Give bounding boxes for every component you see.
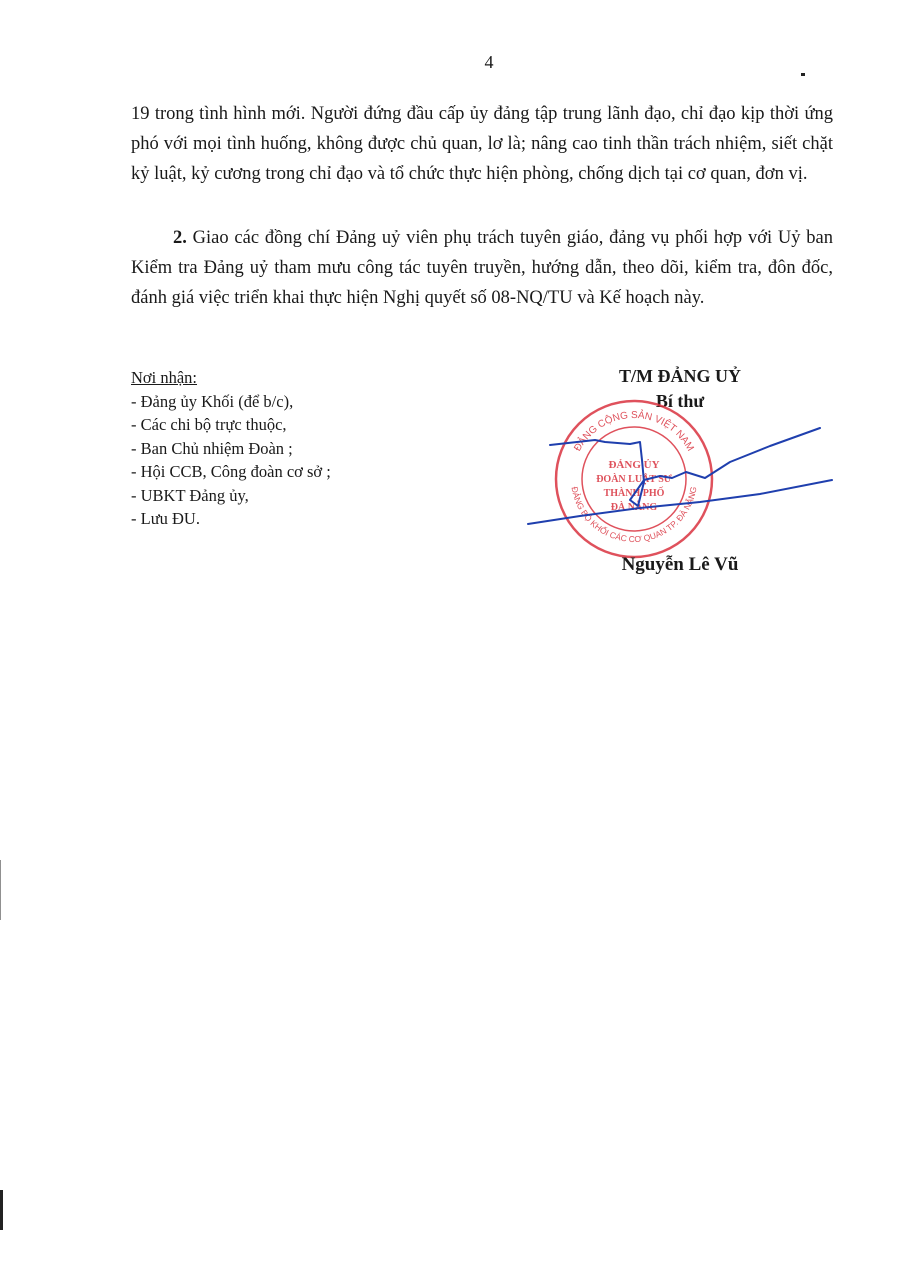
seal-line-4: ĐÀ NẴNG xyxy=(610,502,658,513)
recipient-item: - Hội CCB, Công đoàn cơ sở ; xyxy=(131,462,331,481)
recipient-item: - Ban Chủ nhiệm Đoàn ; xyxy=(131,438,293,458)
scan-speck xyxy=(801,73,805,76)
paragraph-2-text: Giao các đồng chí Đảng uỷ viên phụ trách tuyên giáo, đảng vụ phối hợp với Uỷ ban Kiểm tra Đảng uỷ tham mưu công tác tuyên truyền, hướng dẫn, theo dõi, kiểm tra, đôn đốc, đánh giá việc triển khai thực hiện Nghị quyết số 08-NQ/TU và Kế hoạch này. xyxy=(131,228,833,308)
recipient-item: - Các chi bộ trực thuộc, xyxy=(131,415,287,434)
paragraph-continuation: 19 trong tình hình mới. Người đứng đầu cấp ủy đảng tập trung lãnh đạo, chỉ đạo kịp thời ứng phó với mọi tình huống, không được chủ quan, lơ là; nâng cao tinh thần trách nhiệm, siết chặt kỷ luật, kỷ cương trong chỉ đạo và tổ chức thực hiện phòng, chống dịch tại cơ quan, đơn vị. xyxy=(131,104,833,184)
recipient-item: - Lưu ĐU. xyxy=(131,509,200,528)
seal-line-3: THÀNH PHỐ xyxy=(603,488,665,499)
page-number: 4 xyxy=(484,52,494,72)
signer-role: T/M ĐẢNG UỶ xyxy=(619,366,741,386)
paragraph-2-number: 2. xyxy=(173,228,187,248)
paragraph-2 xyxy=(131,223,833,313)
scan-edge-mark xyxy=(0,1190,3,1230)
signer-title: Bí thư xyxy=(655,391,705,411)
seal-line-1: ĐẢNG ỦY xyxy=(608,459,660,471)
recipients-list xyxy=(131,390,331,531)
recipient-item: - UBKT Đảng ủy, xyxy=(131,485,249,505)
seal-line-2: ĐOÀN LUẬT SƯ xyxy=(596,474,672,485)
recipients-block xyxy=(131,366,331,531)
scan-edge-mark xyxy=(0,860,1,920)
recipients-title: Nơi nhận: xyxy=(131,368,198,387)
signer-name: Nguyễn Lê Vũ xyxy=(621,554,739,575)
seal-outer-text: ĐẢNG CỘNG SẢN VIỆT NAM xyxy=(572,410,696,454)
recipient-item: - Đảng ủy Khối (để b/c), xyxy=(131,391,294,411)
seal-outer-text-bottom: ĐẢNG BỘ KHỐI CÁC CƠ QUAN TP. ĐÀ NẴNG xyxy=(569,485,699,545)
handwritten-signature xyxy=(520,420,850,540)
